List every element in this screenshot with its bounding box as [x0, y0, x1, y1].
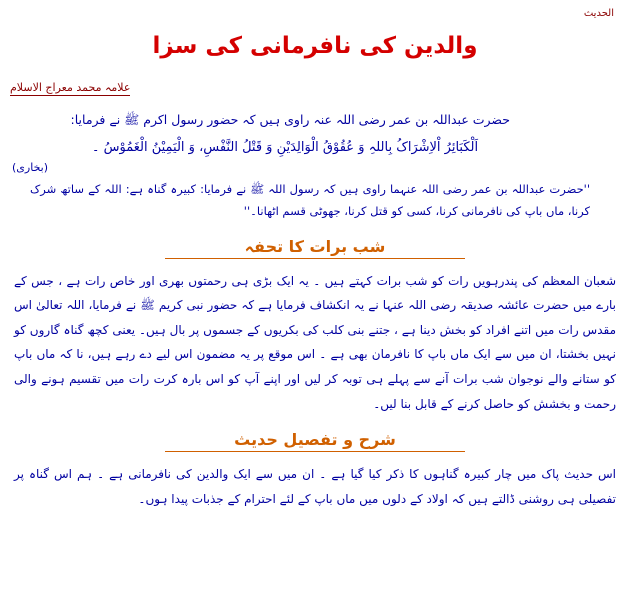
author-name: علامہ محمد معراج الاسلام	[10, 81, 131, 94]
heading-divider	[165, 451, 465, 452]
narration-intro: حضرت عبداللہ بن عمر رضی اللہ عنہ راوی ہیں کہ حضور رسول اکرم ﷺ نے فرمایا:	[70, 112, 510, 127]
section-heading: شب برات کا تحفہ	[244, 236, 386, 256]
section-sharah-hadith	[10, 430, 620, 511]
section-paragraph: شعبان المعظم کی پندرہویں رات کو شب برات کہتے ہیں ۔ یہ ایک بڑی ہی رحمتوں بھری اور خاص رات ہے ، جس کے بارے میں حضرت عائشہ صدیقہ رضی اللہ عنہا نے یہ انکشاف فرمایا ہے کہ حضور نبی کریم ﷺ نے فرمایا، اللہ تعالیٰ اس مقدس رات میں اتنے افراد کو بخش دینا ہے ، جتنے بنی کلب کی بکریوں کے جسموں پر بال ہیں۔ یعنی کچھ گناہ گاروں کو نہیں بخشتا، ان میں سے ایک ماں باپ کا نافرمان بھی ہے ۔ اس موقع پر یہ مضمون اس لیے دے رہے ہیں، نا کہ ماں باپ کو ستانے والے نوجوان شب برات آنے سے پہلے ہی توبہ کر لیں اور اپنے آپ کو اس بارہ کرت رات میں تقسیم ہونے والی رحمت و بخشش کو حاصل کرنے کے قابل بنا لیں۔	[14, 273, 616, 411]
section-paragraph: اس حدیث پاک میں چار کبیرہ گناہوں کا ذکر کیا گیا ہے ۔ ان میں سے ایک والدین کی نافرمانی ہے ۔ ہم اس گناہ پر تفصیلی ہی روشنی ڈالتے ہیں کہ اولاد کے دلوں میں ماں باپ کے لئے احترام کے جذبات پیدا ہوں۔	[14, 467, 616, 506]
heading-divider	[165, 258, 465, 259]
author-byline	[10, 81, 620, 94]
site-label: الحدیث	[583, 8, 614, 19]
page-title: والدین کی نافرمانی کی سزا	[152, 33, 478, 59]
hadith-source: (بخاری)	[12, 160, 49, 174]
page-header	[10, 6, 620, 19]
section-heading: شرح و تفصیل حدیث	[234, 430, 396, 450]
section-shab-barat	[10, 237, 620, 417]
hadith-arabic-text: اَلْکَبَائِرُ اْلاِشْرَاکُ بِاللہِ وَ عُقُوْقُ الْوَالِدَیْنِ وَ قَتْلُ النَّفْسِ، وَ الْیَمِیْنُ الْغَمُوْسُ ۔	[91, 139, 479, 155]
hadith-translation: ''حضرت عبداللہ بن عمر رضی اللہ عنہما راوی ہیں کہ رسول اللہ ﷺ نے فرمایا: کبیرہ گناہ ہے: اللہ کے ساتھ شرک کرنا، ماں باپ کی نافرمانی کرنا، کسی کو قتل کرنا، جھوٹی قسم اٹھانا۔''	[30, 181, 590, 219]
page-footer-spacer	[10, 511, 620, 517]
